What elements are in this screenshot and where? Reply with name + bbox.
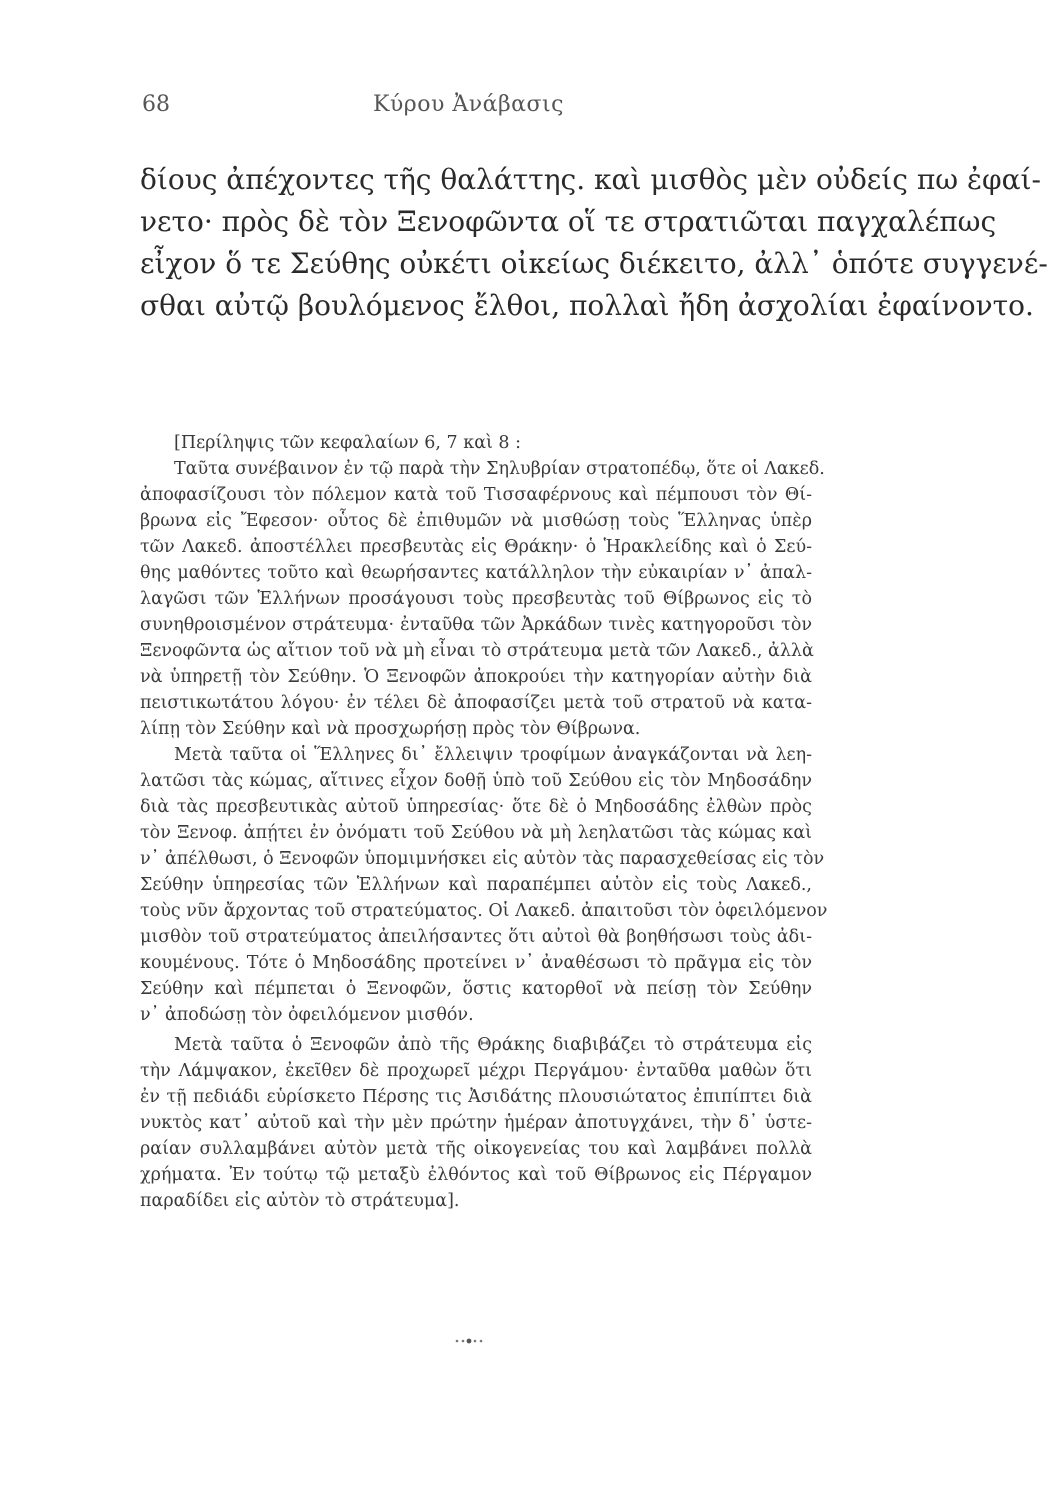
summary-line: μισθὸν τοῦ στρατεύματος ἀπειλήσαντες ὅτι αὐτοὶ θὰ βοηθήσωσι τοὺς ἀδι- [140,927,812,947]
running-title: Κύρου Ἀνάβασις [372,92,564,117]
main-text-line: εἶχον ὅ τε Σεύθης οὐκέτι οἰκείως διέκειτο, ἀλλ᾽ ὁπότε συγγενέ- [140,247,1048,280]
summary-line: χρήματα. Ἐν τούτῳ τῷ μεταξὺ ἐλθόντος καὶ τοῦ Θίβρωνος εἰς Πέργαμον [140,1165,812,1185]
summary-line: ἐν τῇ πεδιάδι εὑρίσκετο Πέρσης τις Ἀσιδάτης πλουσιώτατος ἐπιπίπτει διὰ [140,1087,812,1107]
summary-line: συνηθροισμένον στράτευμα· ἐνταῦθα τῶν Ἀρκάδων τινὲς κατηγοροῦσι τὸν [140,615,812,635]
summary-line: Μετὰ ταῦτα ὁ Ξενοφῶν ἀπὸ τῆς Θράκης διαβιβάζει τὸ στράτευμα εἰς [174,1035,812,1055]
summary-line: λαγῶσι τῶν Ἑλλήνων προσάγουσι τοὺς πρεσβευτὰς τοῦ Θίβρωνος εἰς τὸ [140,589,812,609]
main-text-line: νετο· πρὸς δὲ τὸν Ξενοφῶντα οἵ τε στρατιῶται παγχαλέπως [140,205,997,238]
summary-line: νὰ ὑπηρετῇ τὸν Σεύθην. Ὁ Ξενοφῶν ἀποκρούει τὴν κατηγορίαν αὐτὴν διὰ [140,667,812,687]
summary-line: ἀποφασίζουσι τὸν πόλεμον κατὰ τοῦ Τισσαφέρνους καὶ πέμπουσι τὸν Θί- [140,485,812,505]
summary-heading: [Περίληψις τῶν κεφαλαίων 6, 7 καὶ 8 : [174,433,522,453]
page-number: 68 [142,92,170,117]
summary-line: Σεύθην ὑπηρεσίας τῶν Ἑλλήνων καὶ παραπέμπει αὐτὸν εἰς τοὺς Λακεδ., [140,875,812,895]
main-text-line: σθαι αὐτῷ βουλόμενος ἔλθοι, πολλαὶ ἤδη ἀσχολίαι ἐφαίνοντο. [140,289,1034,322]
summary-line: ν᾽ ἀπέλθωσι, ὁ Ξενοφῶν ὑπομιμνήσκει εἰς αὐτὸν τὰς παρασχεθείσας εἰς τὸν [140,849,825,869]
page-header [0,92,937,132]
summary-line: τὸν Ξενοφ. ἀπῄτει ἐν ὀνόματι τοῦ Σεύθου νὰ μὴ λεηλατῶσι τὰς κώμας καὶ [140,823,812,843]
summary-line: Σεύθην καὶ πέμπεται ὁ Ξενοφῶν, ὅστις κατορθοῖ νὰ πείσῃ τὸν Σεύθην [140,979,812,999]
summary-line: θης μαθόντες τοῦτο καὶ θεωρήσαντες κατάλληλον τὴν εὐκαιρίαν ν᾽ ἀπαλ- [140,563,812,583]
summary-line: τοὺς νῦν ἄρχοντας τοῦ στρατεύματος. Οἱ Λακεδ. ἀπαιτοῦσι τὸν ὀφειλόμενον [140,901,828,921]
summary-line: παραδίδει εἰς αὐτὸν τὸ στράτευμα]. [140,1191,460,1211]
summary-line: Μετὰ ταῦτα οἱ Ἕλληνες δι᾽ ἔλλειψιν τροφίμων ἀναγκάζονται νὰ λεη- [174,745,812,765]
summary-line: λατῶσι τὰς κώμας, αἵτινες εἶχον δοθῇ ὑπὸ τοῦ Σεύθου εἰς τὸν Μηδοσάδην [140,771,812,791]
summary-line: βρωνα εἰς Ἔφεσον· οὗτος δὲ ἐπιθυμῶν νὰ μισθώσῃ τοὺς Ἕλληνας ὑπὲρ [140,511,812,531]
summary-line: Ταῦτα συνέβαινον ἐν τῷ παρὰ τὴν Σηλυβρίαν στρατοπέδῳ, ὅτε οἱ Λακεδ. [174,459,825,479]
summary-line: τὴν Λάμψακον, ἐκεῖθεν δὲ προχωρεῖ μέχρι Περγάμου· ἐνταῦθα μαθὼν ὅτι [140,1061,812,1081]
summary-line: ραίαν συλλαμβάνει αὐτὸν μετὰ τῆς οἰκογενείας του καὶ λαμβάνει πολλὰ [140,1139,812,1159]
summary-line: ν᾽ ἀποδώσῃ τὸν ὀφειλόμενον μισθόν. [140,1005,474,1025]
ornament-dots-icon [439,1337,499,1345]
section-ornament [0,1330,937,1349]
summary-line: τῶν Λακεδ. ἀποστέλλει πρεσβευτὰς εἰς Θράκην· ὁ Ἡρακλείδης καὶ ὁ Σεύ- [140,537,812,557]
summary-line: κουμένους. Τότε ὁ Μηδοσάδης προτείνει ν᾽ ἀναθέσωσι τὸ πρᾶγμα εἰς τὸν [140,953,812,973]
main-text-line: δίους ἀπέχοντες τῆς θαλάττης. καὶ μισθὸς μὲν οὐδείς πω ἐφαί- [140,163,1041,196]
summary-line: Ξενοφῶντα ὡς αἴτιον τοῦ νὰ μὴ εἶναι τὸ στράτευμα μετὰ τῶν Λακεδ., ἀλλὰ [140,641,814,661]
summary-line: λίπῃ τὸν Σεύθην καὶ νὰ προσχωρήσῃ πρὸς τὸν Θίβρωνα. [140,719,641,739]
summary-line: διὰ τὰς πρεσβευτικὰς αὐτοῦ ὑπηρεσίας· ὅτε δὲ ὁ Μηδοσάδης ἐλθὼν πρὸς [140,797,812,817]
summary-line: νυκτὸς κατ᾽ αὐτοῦ καὶ τὴν μὲν πρώτην ἡμέραν ἀποτυγχάνει, τὴν δ᾽ ὑστε- [140,1113,812,1133]
summary-line: πειστικωτάτου λόγου· ἐν τέλει δὲ ἀποφασίζει μετὰ τοῦ στρατοῦ νὰ κατα- [140,693,812,713]
